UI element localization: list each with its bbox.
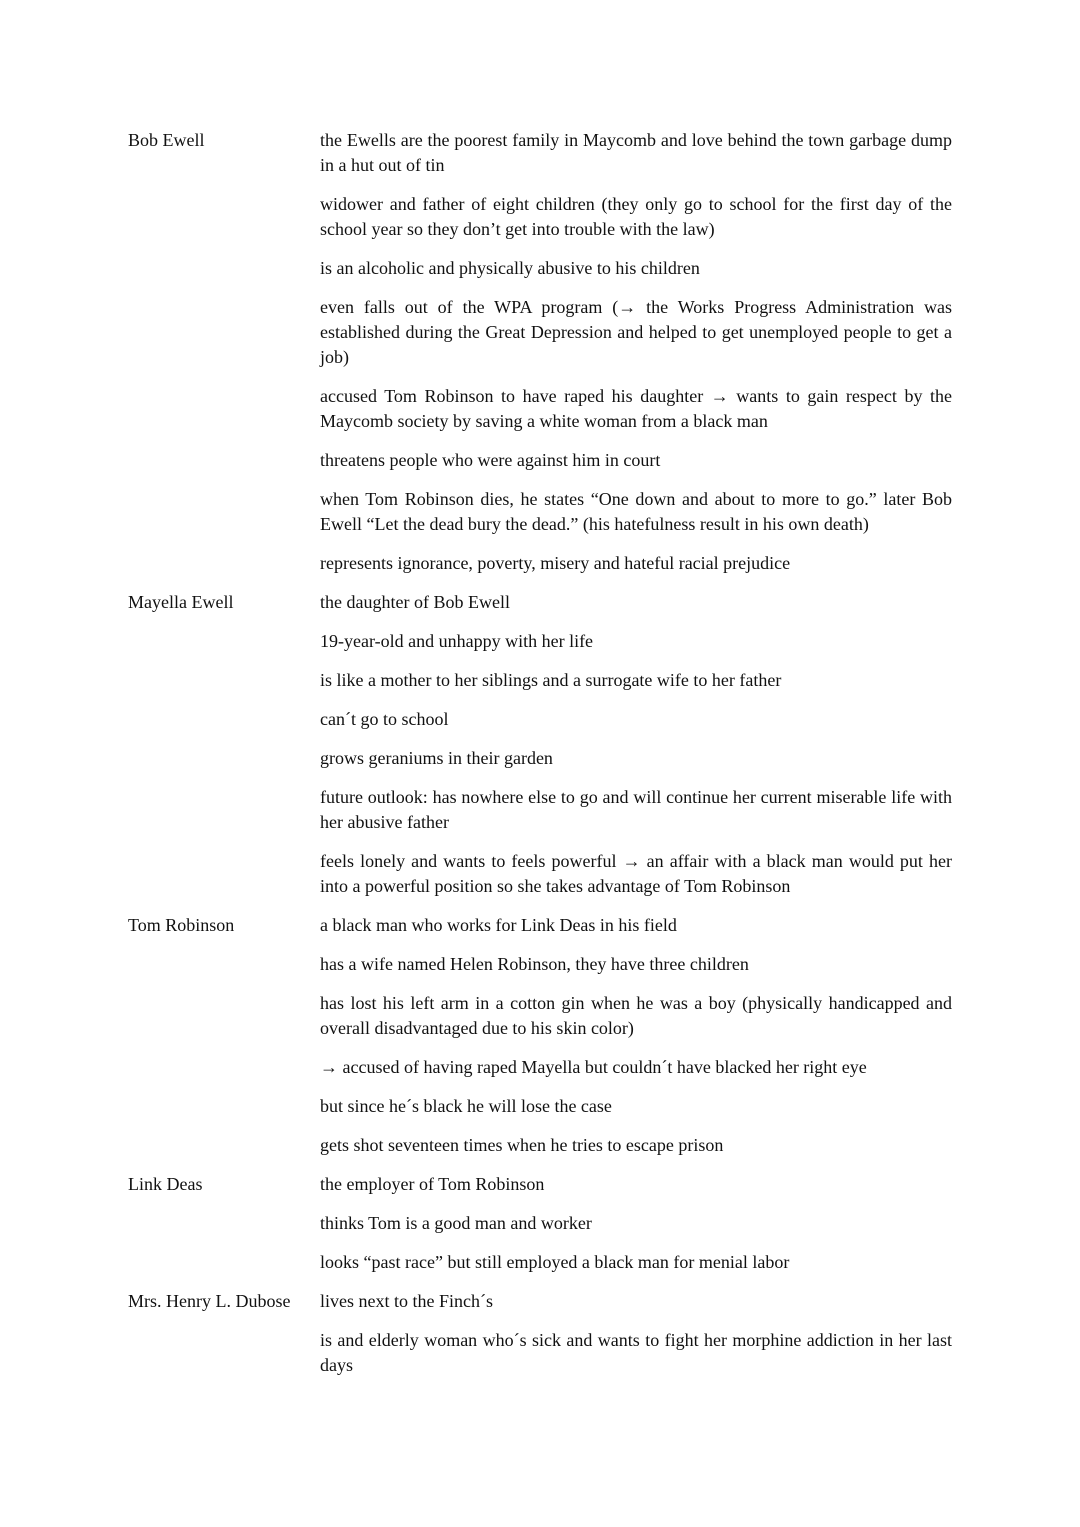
description-point: threatens people who were against him in court xyxy=(320,450,661,470)
description-point: future outlook: has nowhere else to go and will continue her current miserable life with her abusive father xyxy=(320,787,952,832)
description-point: can´t go to school xyxy=(320,709,449,729)
character-entry-link-deas xyxy=(128,1172,952,1289)
character-entry-tom-robinson xyxy=(128,913,952,1172)
description-point: the daughter of Bob Ewell xyxy=(320,592,510,612)
description-point: grows geraniums in their garden xyxy=(320,748,553,768)
description-point: represents ignorance, poverty, misery and hateful racial prejudice xyxy=(320,553,791,573)
character-description xyxy=(320,590,952,913)
description-point: even falls out of the WPA program (→ the Works Progress Administration was established during the Great Depression and helped to get unemployed people to get a job) xyxy=(320,297,952,367)
character-description xyxy=(320,913,952,1172)
character-description xyxy=(320,1172,952,1289)
description-point: → accused of having raped Mayella but couldn´t have blacked her right eye xyxy=(320,1057,867,1077)
character-description xyxy=(320,1289,952,1392)
description-point: but since he´s black he will lose the case xyxy=(320,1096,612,1116)
description-point: is like a mother to her siblings and a surrogate wife to her father xyxy=(320,670,782,690)
description-point: lives next to the Finch´s xyxy=(320,1291,493,1311)
description-point: feels lonely and wants to feels powerful → an affair with a black man would put her into a powerful position so she takes advantage of Tom Robinson xyxy=(320,851,952,896)
character-list xyxy=(128,128,952,1392)
character-name: Mayella Ewell xyxy=(128,592,234,612)
description-point: is an alcoholic and physically abusive to his children xyxy=(320,258,700,278)
character-description xyxy=(320,128,952,590)
description-point: gets shot seventeen times when he tries to escape prison xyxy=(320,1135,724,1155)
description-point: the Ewells are the poorest family in Maycomb and love behind the town garbage dump in a hut out of tin xyxy=(320,130,952,175)
description-point: has lost his left arm in a cotton gin when he was a boy (physically handicapped and overall disadvantaged due to his skin color) xyxy=(320,993,952,1038)
description-point: when Tom Robinson dies, he states “One down and about to more to go.” later Bob Ewell “Let the dead bury the dead.” (his hatefulness result in his own death) xyxy=(320,489,952,534)
description-point: accused Tom Robinson to have raped his daughter → wants to gain respect by the Maycomb society by saving a white woman from a black man xyxy=(320,386,952,431)
character-name: Bob Ewell xyxy=(128,130,205,150)
description-point: 19-year-old and unhappy with her life xyxy=(320,631,594,651)
character-entry-mayella-ewell xyxy=(128,590,952,913)
description-point: the employer of Tom Robinson xyxy=(320,1174,545,1194)
character-name: Tom Robinson xyxy=(128,915,235,935)
description-point: has a wife named Helen Robinson, they have three children xyxy=(320,954,749,974)
description-point: is and elderly woman who´s sick and wants to fight her morphine addiction in her last days xyxy=(320,1330,952,1375)
description-point: looks “past race” but still employed a black man for menial labor xyxy=(320,1252,790,1272)
character-name: Mrs. Henry L. Dubose xyxy=(128,1291,291,1311)
character-entry-bob-ewell xyxy=(128,128,952,590)
character-entry-mrs-dubose xyxy=(128,1289,952,1392)
character-name: Link Deas xyxy=(128,1174,203,1194)
description-point: a black man who works for Link Deas in his field xyxy=(320,915,677,935)
description-point: widower and father of eight children (they only go to school for the first day of the school year so they don’t get into trouble with the law) xyxy=(320,194,952,239)
description-point: thinks Tom is a good man and worker xyxy=(320,1213,592,1233)
